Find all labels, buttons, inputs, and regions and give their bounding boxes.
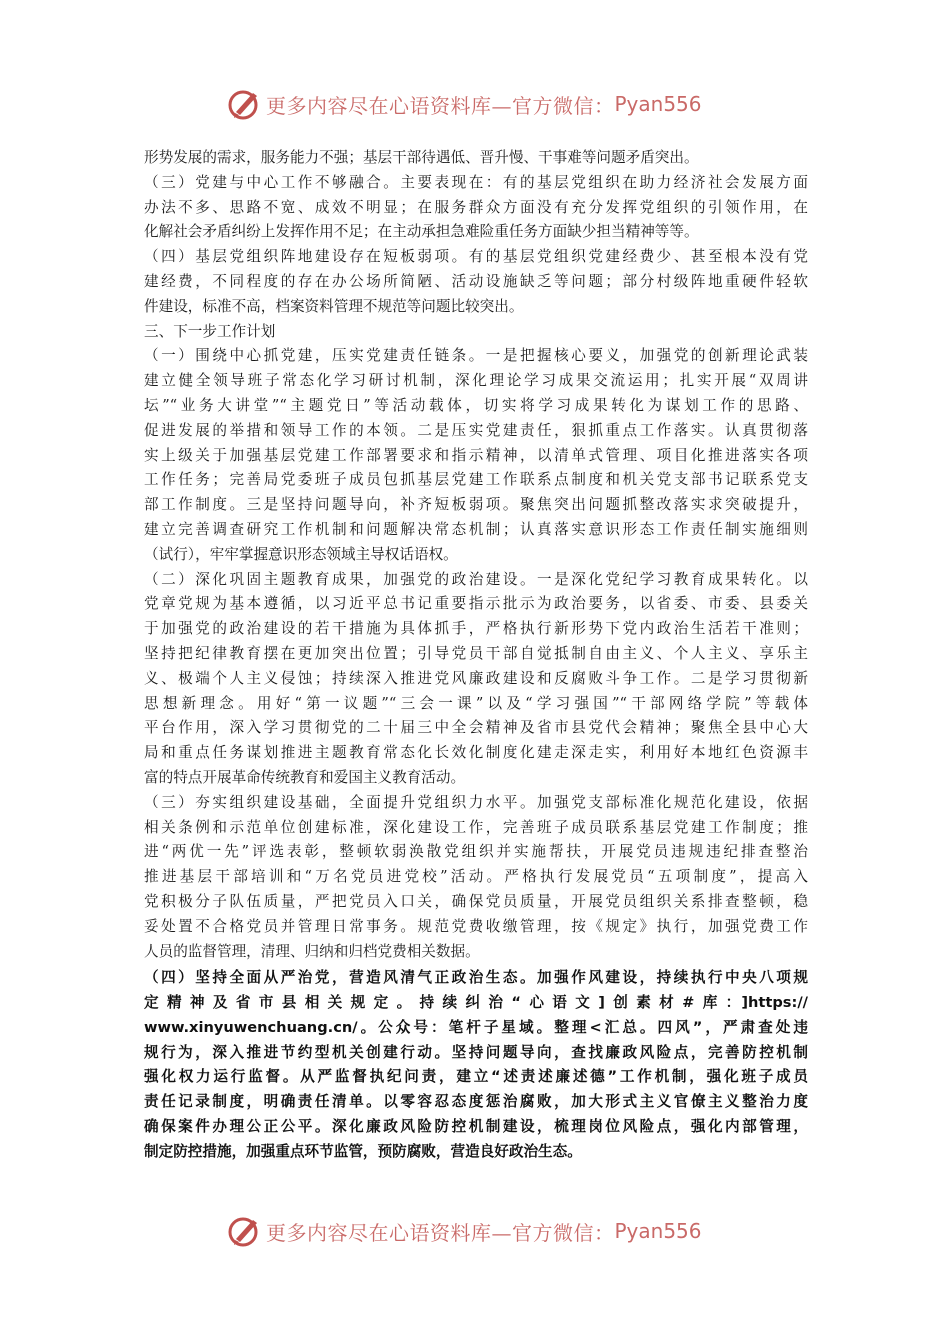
text-line: 建立完善调查研究工作机制和问题解决常态机制；认真落实意识形态工作责任制实施细则 (144, 520, 808, 538)
header-watermark-code: Pyan556 (614, 92, 702, 116)
bold-text-line: 确保案件办理公正公平。深化廉政风险防控机制建设，梳理岗位风险点，强化内部管理， (144, 1118, 808, 1136)
text-line: 促进发展的举措和领导工作的本领。二是压实党建责任，狠抓重点工作落实。认真贯彻落 (144, 421, 808, 439)
text-line: 进“两优一先”评选表彰，整顿软弱涣散党组织并实施帮扶，开展党员违规违纪排查整治 (144, 843, 808, 861)
text-line: 化解社会矛盾纠纷上发挥作用不足；在主动承担急难险重任务方面缺少担当精神等等。 (144, 223, 699, 241)
text-line: 义、极端个人主义侵蚀；持续深入推进党风廉政建设和反腐败斗争工作。二是学习贯彻新 (144, 669, 808, 687)
header-watermark-text: 更多内容尽在心语资料库—官方微信： (266, 93, 615, 118)
bold-text-line: （四）坚持全面从严治党，营造风清气正政治生态。加强作风建设，持续执行中央八项规 (144, 969, 808, 987)
footer-watermark (226, 1211, 702, 1251)
footer-watermark-code: Pyan556 (614, 1219, 702, 1243)
text-line: 件建设，标准不高，档案资料管理不规范等问题比较突出。 (144, 297, 524, 315)
text-line: 局和重点任务谋划推进主题教育常态化长效化制度化建走深走实，利用好本地红色资源丰 (144, 744, 808, 762)
text-line: （四）基层党组织阵地建设存在短板弱项。有的基层党组织党建经费少、甚至根本没有党 (144, 248, 808, 266)
text-line: （一）围绕中心抓党建，压实党建责任链条。一是把握核心要义，加强党的创新理论武装 (144, 347, 808, 365)
pen-logo-icon (226, 86, 262, 122)
text-line: 坛”“业务大讲堂”“主题党日”等活动载体，切实将学习成果转化为谋划工作的思路、 (144, 396, 808, 414)
text-line: 工作任务；完善局党委班子成员包抓基层党建工作联系点制度和机关党支部书记联系党支 (144, 471, 808, 489)
text-line: 党积极分子队伍质量，严把党员入口关，确保党员质量，开展党员组织关系排查整顿，稳 (144, 892, 808, 910)
text-line: 部工作制度。三是坚持问题导向，补齐短板弱项。聚焦突出问题抓整改落实求突破提升， (144, 496, 808, 514)
text-line: 平台作用，深入学习贯彻党的二十届三中全会精神及省市县党代会精神；聚焦全县中心大 (144, 719, 808, 737)
text-line: 人员的监督管理，清理、归纳和归档党费相关数据。 (144, 942, 480, 960)
text-line: （三）夯实组织建设基础，全面提升党组织力水平。加强党支部标准化规范化建设，依据 (144, 793, 808, 811)
text-line: （试行），牢牢掌握意识形态领域主导权话语权。 (144, 545, 458, 563)
bold-text-line: www.xinyuwenchuang.cn/。公众号：笔杆子星域。整理<汇总。四风”，严肃查处违 (144, 1018, 808, 1036)
bold-text-line: 责任记录制度，明确责任清单。以零容忍态度惩治腐败，加大形式主义官僚主义整治力度 (144, 1093, 808, 1111)
text-line: （二）深化巩固主题教育成果，加强党的政治建设。一是深化党纪学习教育成果转化。以 (144, 570, 808, 588)
bold-text-line: 规行为，深入推进节约型机关创建行动。坚持问题导向，查找廉政风险点，完善防控机制 (144, 1043, 808, 1061)
footer-watermark-text: 更多内容尽在心语资料库—官方微信： (266, 1220, 615, 1245)
bold-text-line: 制定防控措施，加强重点环节监管，预防腐败，营造良好政治生态。 (144, 1142, 582, 1160)
text-line: 相关条例和示范单位创建标准，深化建设工作，完善班子成员联系基层党建工作制度；推 (144, 818, 808, 836)
text-line: 党章党规为基本遵循，以习近平总书记重要指示批示为政治要务，以省委、市委、县委关 (144, 595, 808, 613)
text-line: 于加强党的政治建设的若干措施为具体抓手，严格执行新形势下党内政治生活若干准则； (144, 620, 808, 638)
text-line: （三）党建与中心工作不够融合。主要表现在：有的基层党组织在助力经济社会发展方面 (144, 173, 808, 191)
header-watermark (226, 84, 702, 124)
text-line: 形势发展的需求，服务能力不强；基层干部待遇低、晋升慢、干事难等问题矛盾突出。 (144, 149, 699, 166)
bold-text-line: 定精神及省市县相关规定。持续纠治“心语文]创素材#库：]https:// (144, 994, 808, 1012)
document-body (144, 146, 808, 1165)
text-line: 富的特点开展革命传统教育和爱国主义教育活动。 (144, 768, 466, 786)
bold-text-line: 强化权力运行监督。从严监督执纪问责，建立“述责述廉述德”工作机制，强化班子成员 (144, 1068, 808, 1086)
body-text (144, 146, 808, 964)
text-line: 办法不多、思路不宽、成效不明显；在服务群众方面没有充分发挥党组织的引领作用，在 (144, 198, 808, 216)
text-line: 妥处置不合格党员并管理日常事务。规范党费收缴管理，按《规定》执行，加强党费工作 (144, 917, 808, 935)
text-line: 推进基层干部培训和“万名党员进党校”活动。严格执行发展党员“五项制度”，提高入 (144, 868, 808, 886)
pen-logo-icon (226, 1213, 262, 1249)
text-line: 思想新理念。用好“第一议题”“三会一课”以及“学习强国”“干部网络学院”等载体 (144, 694, 808, 712)
text-line: 坚持把纪律教育摆在更加突出位置；引导党员干部自觉抵制自由主义、个人主义、享乐主 (144, 644, 808, 662)
bold-paragraph (144, 966, 808, 1164)
text-line: 建经费，不同程度的存在办公场所简陋、活动设施缺乏等问题；部分村级阵地重硬件轻软 (144, 272, 808, 290)
text-line: 三、下一步工作计划 (144, 322, 276, 340)
text-line: 建立健全领导班子常态化学习研讨机制，深化理论学习成果交流运用；扎实开展“双周讲 (144, 372, 808, 390)
text-line: 实上级关于加强基层党建工作部署要求和指示精神，以清单式管理、项目化推进落实各项 (144, 446, 808, 464)
